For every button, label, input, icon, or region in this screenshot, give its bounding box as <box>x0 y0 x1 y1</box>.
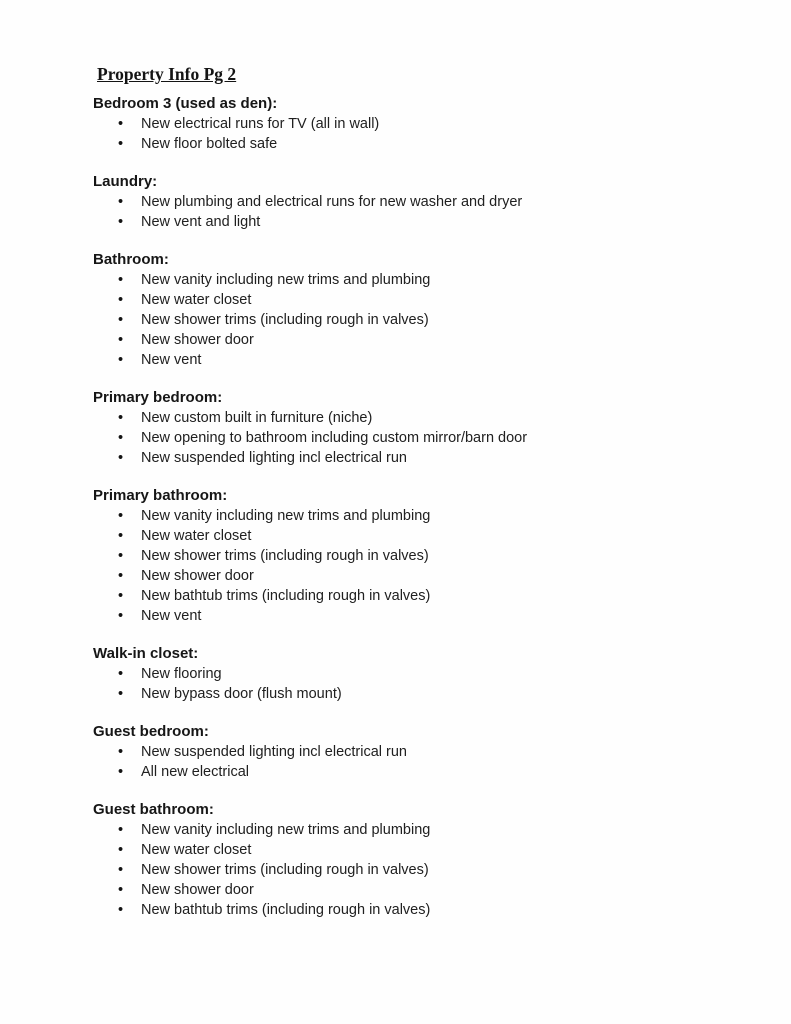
list-item <box>93 546 736 566</box>
bullet-marker-icon: • <box>118 136 124 152</box>
list-item-text: New shower door <box>141 882 254 898</box>
document-section <box>93 800 736 920</box>
list-item-text: New vanity including new trims and plumbing <box>141 272 431 288</box>
section-list <box>93 192 736 232</box>
document-section <box>93 94 736 154</box>
list-item <box>93 880 736 900</box>
list-item-text: New plumbing and electrical runs for new washer and dryer <box>141 194 523 210</box>
list-item-text: New water closet <box>141 292 252 308</box>
bullet-marker-icon: • <box>118 272 124 288</box>
list-item-text: New shower door <box>141 332 254 348</box>
bullet-marker-icon: • <box>118 430 124 446</box>
section-heading: Primary bedroom: <box>93 389 223 406</box>
section-heading: Guest bathroom: <box>93 801 214 818</box>
list-item <box>93 664 736 684</box>
list-item-text: New suspended lighting incl electrical run <box>141 450 407 466</box>
list-item <box>93 134 736 154</box>
bullet-marker-icon: • <box>118 528 124 544</box>
list-item <box>93 506 736 526</box>
list-item-text: New electrical runs for TV (all in wall) <box>141 116 380 132</box>
bullet-marker-icon: • <box>118 588 124 604</box>
bullet-marker-icon: • <box>118 214 124 230</box>
section-list <box>93 742 736 782</box>
page-title: Property Info Pg 2 <box>97 64 237 84</box>
section-heading: Laundry: <box>93 173 158 190</box>
bullet-marker-icon: • <box>118 410 124 426</box>
document-section <box>93 172 736 232</box>
list-item <box>93 270 736 290</box>
document-section <box>93 486 736 626</box>
bullet-marker-icon: • <box>118 312 124 328</box>
list-item <box>93 310 736 330</box>
list-item-text: New water closet <box>141 528 252 544</box>
list-item-text: New shower trims (including rough in valves) <box>141 862 429 878</box>
list-item <box>93 762 736 782</box>
document-section <box>93 388 736 468</box>
list-item-text: New vanity including new trims and plumbing <box>141 822 431 838</box>
bullet-marker-icon: • <box>118 862 124 878</box>
list-item <box>93 860 736 880</box>
bullet-marker-icon: • <box>118 902 124 918</box>
document-content <box>93 64 736 938</box>
bullet-marker-icon: • <box>118 194 124 210</box>
list-item-text: New water closet <box>141 842 252 858</box>
list-item <box>93 820 736 840</box>
list-item-text: New flooring <box>141 666 222 682</box>
section-heading: Guest bedroom: <box>93 723 209 740</box>
section-heading: Bathroom: <box>93 251 169 268</box>
list-item <box>93 330 736 350</box>
bullet-marker-icon: • <box>118 116 124 132</box>
bullet-marker-icon: • <box>118 666 124 682</box>
list-item-text: New vent <box>141 352 202 368</box>
bullet-marker-icon: • <box>118 568 124 584</box>
section-heading: Primary bathroom: <box>93 487 228 504</box>
document-section <box>93 722 736 782</box>
bullet-marker-icon: • <box>118 332 124 348</box>
list-item <box>93 742 736 762</box>
section-list <box>93 820 736 920</box>
list-item <box>93 212 736 232</box>
list-item-text: New vent and light <box>141 214 261 230</box>
section-list <box>93 408 736 468</box>
bullet-marker-icon: • <box>118 764 124 780</box>
list-item <box>93 566 736 586</box>
list-item-text: New vanity including new trims and plumbing <box>141 508 431 524</box>
bullet-marker-icon: • <box>118 842 124 858</box>
bullet-marker-icon: • <box>118 548 124 564</box>
document-section <box>93 250 736 370</box>
section-list <box>93 506 736 626</box>
list-item-text: New floor bolted safe <box>141 136 278 152</box>
bullet-marker-icon: • <box>118 744 124 760</box>
document-sections <box>93 94 736 920</box>
bullet-marker-icon: • <box>118 352 124 368</box>
section-list <box>93 270 736 370</box>
list-item <box>93 192 736 212</box>
section-list <box>93 664 736 704</box>
bullet-marker-icon: • <box>118 686 124 702</box>
bullet-marker-icon: • <box>118 608 124 624</box>
list-item <box>93 526 736 546</box>
list-item-text: New vent <box>141 608 202 624</box>
list-item <box>93 290 736 310</box>
list-item <box>93 350 736 370</box>
list-item-text: New opening to bathroom including custom mirror/barn door <box>141 430 528 446</box>
list-item-text: New suspended lighting incl electrical run <box>141 744 407 760</box>
document-section <box>93 644 736 704</box>
section-list <box>93 114 736 154</box>
section-heading: Bedroom 3 (used as den): <box>93 95 278 112</box>
bullet-marker-icon: • <box>118 450 124 466</box>
list-item <box>93 114 736 134</box>
list-item <box>93 408 736 428</box>
list-item <box>93 428 736 448</box>
list-item <box>93 900 736 920</box>
list-item-text: New shower trims (including rough in valves) <box>141 548 429 564</box>
list-item <box>93 606 736 626</box>
list-item-text: New shower trims (including rough in valves) <box>141 312 429 328</box>
list-item-text: All new electrical <box>141 764 249 780</box>
list-item-text: New bypass door (flush mount) <box>141 686 342 702</box>
list-item-text: New bathtub trims (including rough in valves) <box>141 902 431 918</box>
section-heading: Walk-in closet: <box>93 645 199 662</box>
list-item <box>93 586 736 606</box>
list-item <box>93 448 736 468</box>
list-item-text: New custom built in furniture (niche) <box>141 410 373 426</box>
list-item <box>93 840 736 860</box>
list-item <box>93 684 736 704</box>
list-item-text: New shower door <box>141 568 254 584</box>
list-item-text: New bathtub trims (including rough in valves) <box>141 588 431 604</box>
bullet-marker-icon: • <box>118 508 124 524</box>
bullet-marker-icon: • <box>118 882 124 898</box>
bullet-marker-icon: • <box>118 292 124 308</box>
bullet-marker-icon: • <box>118 822 124 838</box>
